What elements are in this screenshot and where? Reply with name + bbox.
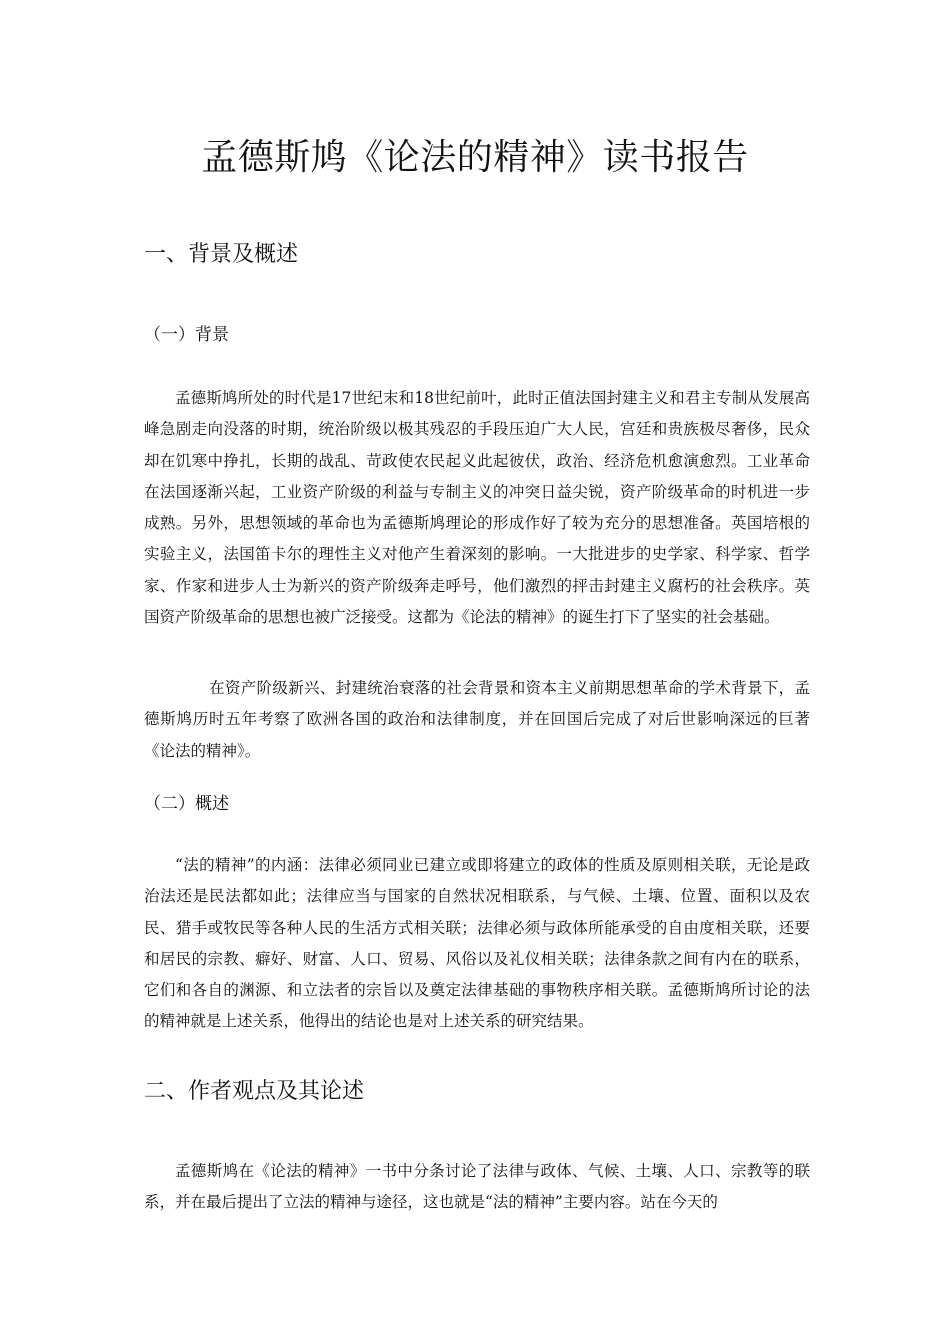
paragraph-background-summary: 在资产阶级新兴、封建统治衰落的社会背景和资本主义前期思想革命的学术背景下，孟德斯鸠历时五年考察了欧洲各国的政治和法律制度，并在回国后完成了对后世影响深远的巨著《论法的精神》。 [144,679,810,760]
subsection-heading-background: （一）背景 [144,325,229,345]
document-title: 孟德斯鸠《论法的精神》读书报告 [201,137,749,178]
paragraph-overview: “法的精神”的内涵：法律必须同业已建立或即将建立的政体的性质及原则相关联，无论是政治法还是民法都如此；法律应当与国家的自然状况相联系，与气候、土壤、位置、面积以及农民、猎手或牧民等各种人民的生活方式相关联；法律必须与政体所能承受的自由度相关联，还要和居民的宗教、癖好、财富、人口、贸易、风俗以及礼仪相关联；法律条款之间有内在的联系，它们和各自的渊源、和立法者的宗旨以及奠定法律基础的事物秩序相关联。孟德斯鸠所讨论的法的精神就是上述关系，他得出的结论也是对上述关系的研究结果。 [144,856,810,1031]
paragraph-author-views: 孟德斯鸠在《论法的精神》一书中分条讨论了法律与政体、气候、土壤、人口、宗教等的联系，并在最后提出了立法的精神与途径，这也就是“法的精神”主要内容。站在今天的 [144,1162,810,1212]
paragraph-background: 孟德斯鸠所处的时代是17世纪末和18世纪前叶，此时正值法国封建主义和君主专制从发展高峰急剧走向没落的时期，统治阶级以极其残忍的手段压迫广大人民，宫廷和贵族极尽奢侈，民众却在饥寒中挣扎，长期的战乱、苛政使农民起义此起彼伏，政治、经济危机愈演愈烈。工业革命在法国逐渐兴起，工业资产阶级的利益与专制主义的冲突日益尖锐，资产阶级革命的时机进一步成熟。另外，思想领域的革命也为孟德斯鸠理论的形成作好了较为充分的思想准备。英国培根的实验主义，法国笛卡尔的理性主义对他产生着深刻的影响。一大批进步的史学家、科学家、哲学家、作家和进步人士为新兴的资产阶级奔走呼号，他们激烈的抨击封建主义腐朽的社会秩序。英国资产阶级革命的思想也被广泛接受。这都为《论法的精神》的诞生打下了坚实的社会基础。 [144,389,810,627]
section-heading-background-overview: 一、背景及概述 [144,242,299,267]
section-heading-author-views: 二、作者观点及其论述 [144,1079,365,1104]
subsection-heading-overview: （二）概述 [144,794,229,814]
